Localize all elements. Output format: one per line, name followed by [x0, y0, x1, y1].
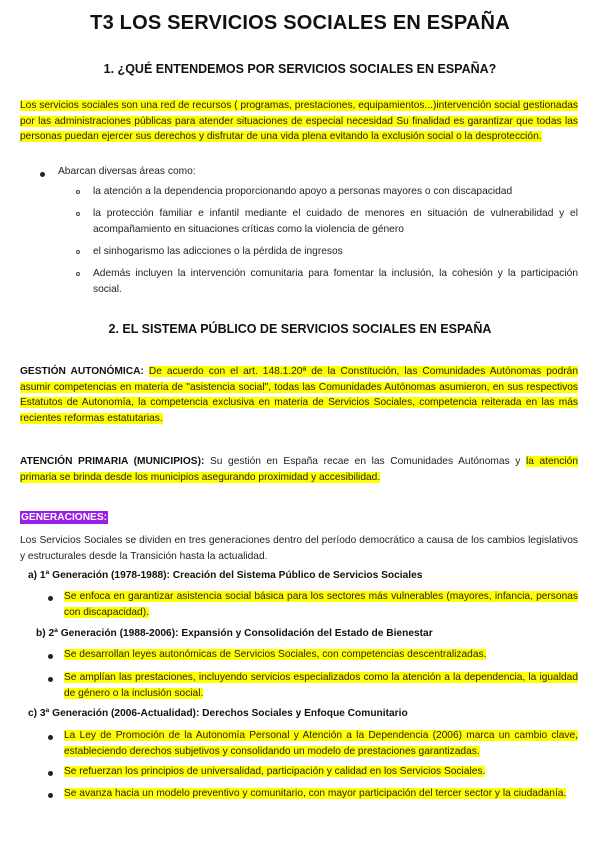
gestion-label: GESTIÓN AUTONÓMICA: — [20, 366, 144, 377]
gestion-autonomica — [20, 364, 578, 426]
generation-item — [64, 764, 578, 780]
generation-heading: a) 1ª Generación (1978-1988): Creación del Sistema Público de Servicios Sociales — [28, 570, 423, 581]
generation-item-text: Se avanza hacia un modelo preventivo y comunitario, con mayor participación del tercer sector y la ciudadanía. — [64, 788, 567, 799]
generaciones-label: GENERACIONES: — [21, 512, 108, 523]
section1-intro — [20, 98, 578, 145]
atencion-text-highlight: la atención primaria se brinda desde los municipios asegurando proximidad y accesibilidad. — [20, 456, 578, 483]
section1-intro-text: Los servicios sociales son una red de recursos ( programas, prestaciones, equipamientos...)intervención social gestionadas por las administraciones públicas para atender situaciones de especial necesidad Su finalidad es garantizar que todas las personas puedan ejercer sus derechos y disfrutar de una vida plena evitando la exclusión social o la desprotección. — [20, 100, 578, 143]
generation-item-text: Se desarrollan leyes autonómicas de Servicios Sociales, con competencias descentralizadas. — [64, 649, 487, 660]
section1-subitem: el sinhogarismo las adicciones o la pérdida de ingresos — [93, 246, 343, 257]
atencion-label: ATENCIÓN PRIMARIA (MUNICIPIOS): — [20, 456, 205, 467]
section1-bullet: Abarcan diversas áreas como: — [58, 166, 196, 177]
sub-bullet-circle — [76, 190, 80, 194]
section1-subitem: Además incluyen la intervención comunitaria para fomentar la inclusión, la cohesión y la participación social. — [93, 268, 578, 295]
sub-bullet-circle — [76, 212, 80, 216]
generation-item — [64, 589, 578, 620]
section1-subitem: la atención a la dependencia proporcionando apoyo a personas mayores o con discapacidad — [93, 186, 513, 197]
sub-bullet-circle — [76, 250, 80, 254]
bullet-dot — [48, 735, 53, 740]
generation-heading: b) 2ª Generación (1988-2006): Expansión y Consolidación del Estado de Bienestar — [36, 628, 433, 639]
section2-heading: 2. EL SISTEMA PÚBLICO DE SERVICIOS SOCIALES EN ESPAÑA — [108, 322, 492, 336]
generaciones-intro: Los Servicios Sociales se dividen en tres generaciones dentro del período democrático a causa de los cambios legislativos y estructurales desde la Transición hasta la actualidad. — [20, 535, 578, 562]
generation-item-text: Se refuerzan los principios de universalidad, participación y calidad en los Servicios Sociales. — [64, 766, 486, 777]
atencion-primaria — [20, 454, 578, 485]
bullet-dot — [48, 771, 53, 776]
generation-item-text: La Ley de Promoción de la Autonomía Personal y Atención a la Dependencia (2006) marca un cambio clave, estableciendo derechos subjetivos y consolidando un modelo de prestaciones garantizadas. — [64, 730, 578, 757]
generaciones-label-row — [20, 510, 578, 526]
atencion-text-plain: Su gestión en España recae en las Comunidades Autónomas y — [209, 456, 521, 467]
section1-subitem: la protección familiar e infantil mediante el cuidado de menores en situación de vulnerabilidad y el acompañamiento en situaciones críticas como la violencia de género — [93, 208, 578, 235]
bullet-dot — [48, 793, 53, 798]
bullet-dot — [48, 654, 53, 659]
bullet-dot — [40, 172, 45, 177]
page-title: T3 LOS SERVICIOS SOCIALES EN ESPAÑA — [90, 12, 510, 34]
sub-bullet-circle — [76, 272, 80, 276]
generation-item-text: Se amplían las prestaciones, incluyendo servicios especializados como la atención a la dependencia, la igualdad de género o la inclusión social. — [64, 672, 578, 699]
generation-heading: c) 3ª Generación (2006-Actualidad): Derechos Sociales y Enfoque Comunitario — [28, 708, 408, 719]
bullet-dot — [48, 596, 53, 601]
generation-item — [64, 728, 578, 759]
section1-heading: 1. ¿QUÉ ENTENDEMOS POR SERVICIOS SOCIALES EN ESPAÑA? — [103, 62, 497, 76]
generation-item — [64, 670, 578, 701]
gestion-text: De acuerdo con el art. 148.1.20ª de la Constitución, las Comunidades Autónomas podrán asumir competencias en materia de "asistencia social", todas las Comunidades Autónomas asumieron, en sus respectivos Estatutos de Autonomía, la competencia exclusiva en materia de Servicios Sociales, competencia reiterada en las más recientes reformas estatutarias. — [20, 366, 578, 424]
generation-item — [64, 786, 578, 802]
bullet-dot — [48, 677, 53, 682]
generation-item-text: Se enfoca en garantizar asistencia social básica para los sectores más vulnerables (mayores, infancia, personas con discapacidad). — [64, 591, 578, 618]
generation-item — [64, 647, 578, 663]
